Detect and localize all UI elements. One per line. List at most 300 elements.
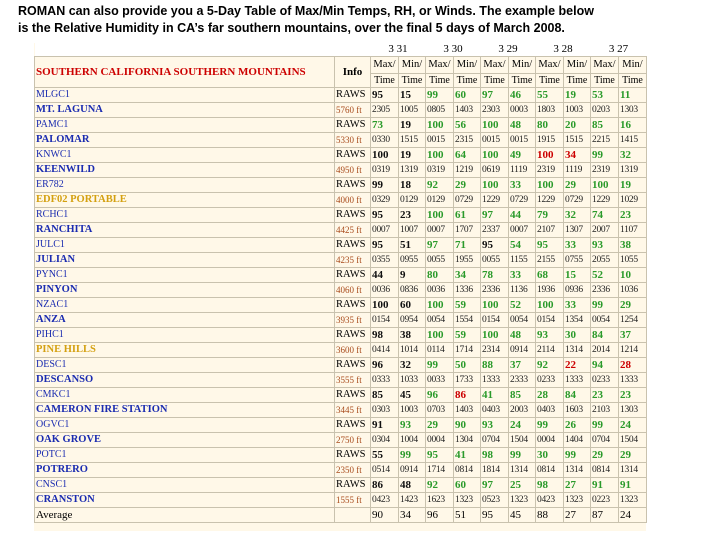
obs-time: 1323 <box>619 493 647 508</box>
obs-time: 1319 <box>619 163 647 178</box>
rh-value: 19 <box>399 148 426 163</box>
station-id: PIHC1 <box>35 328 335 343</box>
station-time-row <box>35 343 647 358</box>
rh-value: 88 <box>481 358 509 373</box>
obs-time: 0814 <box>454 463 481 478</box>
rh-value: 46 <box>509 88 536 103</box>
obs-time: 2103 <box>591 403 619 418</box>
date-header: 3 29 <box>481 43 536 57</box>
station-type: RAWS <box>335 478 371 493</box>
rh-value: 29 <box>591 448 619 463</box>
station-name[interactable]: CRANSTON <box>35 493 335 508</box>
rh-value: 59 <box>454 298 481 313</box>
rh-value: 23 <box>619 388 647 403</box>
obs-time: 0223 <box>591 493 619 508</box>
station-row <box>35 478 647 493</box>
obs-time: 1055 <box>619 253 647 268</box>
rh-value: 99 <box>426 88 454 103</box>
obs-time: 2319 <box>536 163 564 178</box>
rh-value: 95 <box>371 238 399 253</box>
rh-value: 92 <box>426 178 454 193</box>
obs-time: 0403 <box>536 403 564 418</box>
obs-time: 0836 <box>399 283 426 298</box>
rh-value: 55 <box>536 88 564 103</box>
rh-value: 100 <box>481 178 509 193</box>
rh-value: 100 <box>536 148 564 163</box>
rh-value: 37 <box>619 328 647 343</box>
obs-time: 0329 <box>371 193 399 208</box>
rh-value: 92 <box>536 358 564 373</box>
rh-value: 100 <box>481 328 509 343</box>
obs-time: 0355 <box>371 253 399 268</box>
station-row <box>35 298 647 313</box>
time-header: Time <box>619 74 647 88</box>
obs-time: 1254 <box>619 313 647 328</box>
station-name[interactable]: MT. LAGUNA <box>35 103 335 118</box>
rh-value: 56 <box>454 118 481 133</box>
rh-value: 18 <box>399 178 426 193</box>
obs-time: 2314 <box>481 343 509 358</box>
rh-value: 100 <box>371 298 399 313</box>
obs-time: 0055 <box>426 253 454 268</box>
station-row <box>35 178 647 193</box>
obs-time: 0423 <box>536 493 564 508</box>
rh-value: 97 <box>481 208 509 223</box>
rh-value: 99 <box>399 448 426 463</box>
average-row <box>35 508 647 523</box>
rh-value: 97 <box>481 478 509 493</box>
obs-time: 0704 <box>591 433 619 448</box>
station-row <box>35 268 647 283</box>
rh-value: 33 <box>509 178 536 193</box>
station-type: RAWS <box>335 388 371 403</box>
time-header: Time <box>591 74 619 88</box>
station-type: RAWS <box>335 118 371 133</box>
rh-value: 27 <box>564 478 591 493</box>
rh-value: 100 <box>536 178 564 193</box>
obs-time: 0755 <box>564 253 591 268</box>
obs-time: 0954 <box>399 313 426 328</box>
obs-time: 1323 <box>509 493 536 508</box>
rh-value: 78 <box>481 268 509 283</box>
rh-value: 10 <box>619 268 647 283</box>
station-row <box>35 418 647 433</box>
station-type: RAWS <box>335 88 371 103</box>
obs-time: 1936 <box>536 283 564 298</box>
col-header: Max/ <box>591 57 619 74</box>
station-id: PYNC1 <box>35 268 335 283</box>
obs-time: 1707 <box>454 223 481 238</box>
station-row <box>35 328 647 343</box>
time-header: Time <box>454 74 481 88</box>
rh-value: 15 <box>399 88 426 103</box>
station-name[interactable]: DESCANSO <box>35 373 335 388</box>
obs-time: 2007 <box>591 223 619 238</box>
rh-value: 85 <box>509 388 536 403</box>
obs-time: 0003 <box>509 103 536 118</box>
obs-time: 0054 <box>509 313 536 328</box>
rh-value: 80 <box>426 268 454 283</box>
rh-value: 19 <box>399 118 426 133</box>
station-id: PAMC1 <box>35 118 335 133</box>
caption-line-1: ROMAN can also provide you a 5-Day Table of Max/Min Temps, RH, or Winds. The example below <box>18 4 594 18</box>
col-header: Max/ <box>371 57 399 74</box>
rh-value: 100 <box>481 148 509 163</box>
station-name[interactable]: OAK GROVE <box>35 433 335 448</box>
obs-time: 1229 <box>481 193 509 208</box>
obs-time: 0704 <box>481 433 509 448</box>
station-name[interactable]: PINYON <box>35 283 335 298</box>
obs-time: 0154 <box>536 313 564 328</box>
rh-value: 38 <box>399 328 426 343</box>
station-id: CMKC1 <box>35 388 335 403</box>
station-type: RAWS <box>335 148 371 163</box>
obs-time: 1314 <box>564 343 591 358</box>
obs-time: 0319 <box>371 163 399 178</box>
rh-value: 60 <box>454 88 481 103</box>
station-name[interactable]: JULIAN <box>35 253 335 268</box>
obs-time: 1136 <box>509 283 536 298</box>
obs-time: 0414 <box>371 343 399 358</box>
obs-time: 1803 <box>536 103 564 118</box>
rh-value: 64 <box>454 148 481 163</box>
rh-value: 24 <box>509 418 536 433</box>
station-elevation: 4235 ft <box>335 253 371 268</box>
time-header: Time <box>399 74 426 88</box>
rh-value: 49 <box>509 148 536 163</box>
time-header: Time <box>371 74 399 88</box>
obs-time: 2055 <box>591 253 619 268</box>
station-id: MLGC1 <box>35 88 335 103</box>
station-type: RAWS <box>335 298 371 313</box>
station-id: DESC1 <box>35 358 335 373</box>
time-header: Time <box>564 74 591 88</box>
header-row <box>35 57 647 74</box>
station-row <box>35 388 647 403</box>
obs-time: 0403 <box>481 403 509 418</box>
date-header: 3 28 <box>536 43 591 57</box>
average-value: 90 <box>371 508 399 523</box>
obs-time: 2215 <box>591 133 619 148</box>
obs-time: 0729 <box>454 193 481 208</box>
station-type: RAWS <box>335 448 371 463</box>
obs-time: 1504 <box>509 433 536 448</box>
obs-time: 1333 <box>564 373 591 388</box>
obs-time: 0423 <box>371 493 399 508</box>
rh-value: 84 <box>564 388 591 403</box>
rh-value: 33 <box>509 268 536 283</box>
obs-time: 1314 <box>619 463 647 478</box>
rh-value: 61 <box>454 208 481 223</box>
rh-value: 91 <box>591 478 619 493</box>
col-header: Min/ <box>564 57 591 74</box>
rh-value: 26 <box>564 418 591 433</box>
rh-value: 23 <box>619 208 647 223</box>
obs-time: 0154 <box>371 313 399 328</box>
station-row <box>35 238 647 253</box>
col-header: Min/ <box>454 57 481 74</box>
obs-time: 1603 <box>564 403 591 418</box>
obs-time: 1314 <box>564 463 591 478</box>
obs-time: 1304 <box>454 433 481 448</box>
obs-time: 1229 <box>536 193 564 208</box>
average-value: 51 <box>454 508 481 523</box>
rh-value: 99 <box>591 418 619 433</box>
obs-time: 1119 <box>509 163 536 178</box>
station-type: RAWS <box>335 178 371 193</box>
obs-time: 0004 <box>426 433 454 448</box>
station-time-row <box>35 163 647 178</box>
obs-time: 2303 <box>481 103 509 118</box>
rh-value: 100 <box>426 118 454 133</box>
rh-value: 30 <box>564 328 591 343</box>
rh-value: 25 <box>509 478 536 493</box>
rh-value: 24 <box>619 418 647 433</box>
date-spacer <box>35 43 335 57</box>
station-id: ER782 <box>35 178 335 193</box>
station-elevation: 3445 ft <box>335 403 371 418</box>
date-spacer <box>335 43 371 57</box>
obs-time: 1036 <box>619 283 647 298</box>
station-time-row <box>35 133 647 148</box>
obs-time: 2336 <box>481 283 509 298</box>
rh-value: 91 <box>371 418 399 433</box>
obs-time: 1403 <box>454 103 481 118</box>
rh-value: 95 <box>536 238 564 253</box>
station-name[interactable]: EDF02 PORTABLE <box>35 193 335 208</box>
rh-value: 29 <box>564 178 591 193</box>
station-name[interactable]: CAMERON FIRE STATION <box>35 403 335 418</box>
obs-time: 2319 <box>591 163 619 178</box>
rh-value: 54 <box>509 238 536 253</box>
rh-value: 34 <box>454 268 481 283</box>
station-name[interactable]: RANCHITA <box>35 223 335 238</box>
col-header: Max/ <box>426 57 454 74</box>
rh-value: 51 <box>399 238 426 253</box>
obs-time: 2155 <box>536 253 564 268</box>
obs-time: 1307 <box>564 223 591 238</box>
obs-time: 1319 <box>399 163 426 178</box>
rh-value: 19 <box>619 178 647 193</box>
obs-time: 0129 <box>399 193 426 208</box>
station-time-row <box>35 283 647 298</box>
obs-time: 0333 <box>371 373 399 388</box>
rh-value: 34 <box>564 148 591 163</box>
station-elevation: 2750 ft <box>335 433 371 448</box>
obs-time: 2014 <box>591 343 619 358</box>
rh-value: 100 <box>426 148 454 163</box>
station-id: RCHC1 <box>35 208 335 223</box>
obs-time: 1155 <box>509 253 536 268</box>
obs-time: 1219 <box>454 163 481 178</box>
rh-table-wrapper <box>34 43 646 531</box>
obs-time: 1714 <box>426 463 454 478</box>
station-id: POTC1 <box>35 448 335 463</box>
obs-time: 1303 <box>619 403 647 418</box>
obs-time: 0203 <box>591 103 619 118</box>
station-id: NZAC1 <box>35 298 335 313</box>
rh-value: 80 <box>536 118 564 133</box>
rh-value: 29 <box>426 418 454 433</box>
obs-time: 1714 <box>454 343 481 358</box>
rh-value: 100 <box>426 208 454 223</box>
obs-time: 0154 <box>481 313 509 328</box>
obs-time: 2333 <box>509 373 536 388</box>
station-elevation: 5330 ft <box>335 133 371 148</box>
region-title: SOUTHERN CALIFORNIA SOUTHERN MOUNTAINS <box>35 57 335 88</box>
date-header: 3 27 <box>591 43 647 57</box>
station-elevation: 4060 ft <box>335 283 371 298</box>
rh-value: 99 <box>591 148 619 163</box>
obs-time: 0729 <box>509 193 536 208</box>
station-time-row <box>35 493 647 508</box>
obs-time: 1504 <box>619 433 647 448</box>
station-name[interactable]: KEENWILD <box>35 163 335 178</box>
obs-time: 1336 <box>454 283 481 298</box>
rh-value: 99 <box>591 298 619 313</box>
rh-value: 44 <box>371 268 399 283</box>
obs-time: 1214 <box>619 343 647 358</box>
rh-value: 97 <box>481 88 509 103</box>
station-type: RAWS <box>335 238 371 253</box>
obs-time: 0805 <box>426 103 454 118</box>
station-name[interactable]: POTRERO <box>35 463 335 478</box>
obs-time: 1623 <box>426 493 454 508</box>
rh-value: 28 <box>536 388 564 403</box>
rh-value: 59 <box>454 328 481 343</box>
obs-time: 0955 <box>399 253 426 268</box>
obs-time: 2336 <box>591 283 619 298</box>
rh-value: 32 <box>619 148 647 163</box>
rh-value: 19 <box>564 88 591 103</box>
rh-value: 30 <box>536 448 564 463</box>
station-type: RAWS <box>335 358 371 373</box>
rh-value: 100 <box>371 148 399 163</box>
rh-value: 48 <box>509 328 536 343</box>
rh-value: 95 <box>481 238 509 253</box>
rh-value: 9 <box>399 268 426 283</box>
date-row <box>35 43 647 57</box>
average-value: 96 <box>426 508 454 523</box>
rh-value: 55 <box>371 448 399 463</box>
average-value: 24 <box>619 508 647 523</box>
time-header: Time <box>536 74 564 88</box>
obs-time: 0015 <box>426 133 454 148</box>
rh-value: 20 <box>564 118 591 133</box>
obs-time: 1107 <box>619 223 647 238</box>
rh-value: 99 <box>509 448 536 463</box>
obs-time: 1403 <box>454 403 481 418</box>
obs-time: 0114 <box>426 343 454 358</box>
station-type: RAWS <box>335 328 371 343</box>
time-header: Time <box>426 74 454 88</box>
station-time-row <box>35 403 647 418</box>
info-header: Info <box>335 57 371 88</box>
station-name[interactable]: PALOMAR <box>35 133 335 148</box>
obs-time: 1515 <box>564 133 591 148</box>
average-spacer <box>335 508 371 523</box>
station-type: RAWS <box>335 268 371 283</box>
obs-time: 0233 <box>591 373 619 388</box>
station-elevation: 5760 ft <box>335 103 371 118</box>
rh-value: 93 <box>481 418 509 433</box>
station-time-row <box>35 463 647 478</box>
obs-time: 0936 <box>564 283 591 298</box>
rh-value: 52 <box>509 298 536 313</box>
obs-time: 0303 <box>371 403 399 418</box>
station-name[interactable]: ANZA <box>35 313 335 328</box>
station-elevation: 1555 ft <box>335 493 371 508</box>
rh-value: 41 <box>481 388 509 403</box>
obs-time: 0007 <box>509 223 536 238</box>
station-id: CNSC1 <box>35 478 335 493</box>
rh-value: 50 <box>454 358 481 373</box>
obs-time: 0814 <box>536 463 564 478</box>
station-row <box>35 88 647 103</box>
rh-value: 44 <box>509 208 536 223</box>
station-time-row <box>35 253 647 268</box>
obs-time: 0233 <box>536 373 564 388</box>
station-name[interactable]: PINE HILLS <box>35 343 335 358</box>
rh-value: 93 <box>536 328 564 343</box>
obs-time: 1003 <box>399 403 426 418</box>
rh-value: 73 <box>371 118 399 133</box>
rh-value: 98 <box>371 328 399 343</box>
rh-value: 84 <box>591 328 619 343</box>
station-elevation: 2350 ft <box>335 463 371 478</box>
average-value: 34 <box>399 508 426 523</box>
station-row <box>35 118 647 133</box>
rh-value: 98 <box>481 448 509 463</box>
rh-value: 16 <box>619 118 647 133</box>
station-elevation: 3600 ft <box>335 343 371 358</box>
obs-time: 1354 <box>564 313 591 328</box>
col-header: Min/ <box>509 57 536 74</box>
rh-value: 11 <box>619 88 647 103</box>
obs-time: 1423 <box>399 493 426 508</box>
rh-value: 60 <box>399 298 426 313</box>
obs-time: 1333 <box>619 373 647 388</box>
rh-value: 68 <box>536 268 564 283</box>
rh-value: 90 <box>454 418 481 433</box>
obs-time: 1733 <box>454 373 481 388</box>
obs-time: 1005 <box>399 103 426 118</box>
obs-time: 1303 <box>619 103 647 118</box>
obs-time: 0914 <box>509 343 536 358</box>
obs-time: 1119 <box>564 163 591 178</box>
rh-value: 96 <box>426 388 454 403</box>
rh-value: 33 <box>564 298 591 313</box>
obs-time: 1003 <box>564 103 591 118</box>
rh-value: 91 <box>619 478 647 493</box>
rh-value: 53 <box>591 88 619 103</box>
rh-value: 85 <box>591 118 619 133</box>
obs-time: 2305 <box>371 103 399 118</box>
obs-time: 1955 <box>454 253 481 268</box>
col-header: Min/ <box>399 57 426 74</box>
rh-value: 99 <box>426 358 454 373</box>
station-time-row <box>35 433 647 448</box>
obs-time: 0015 <box>509 133 536 148</box>
rh-value: 99 <box>564 448 591 463</box>
rh-value: 100 <box>426 298 454 313</box>
rh-value: 95 <box>371 88 399 103</box>
obs-time: 2337 <box>481 223 509 238</box>
obs-time: 1404 <box>564 433 591 448</box>
station-row <box>35 148 647 163</box>
obs-time: 2003 <box>509 403 536 418</box>
rh-value: 100 <box>591 178 619 193</box>
